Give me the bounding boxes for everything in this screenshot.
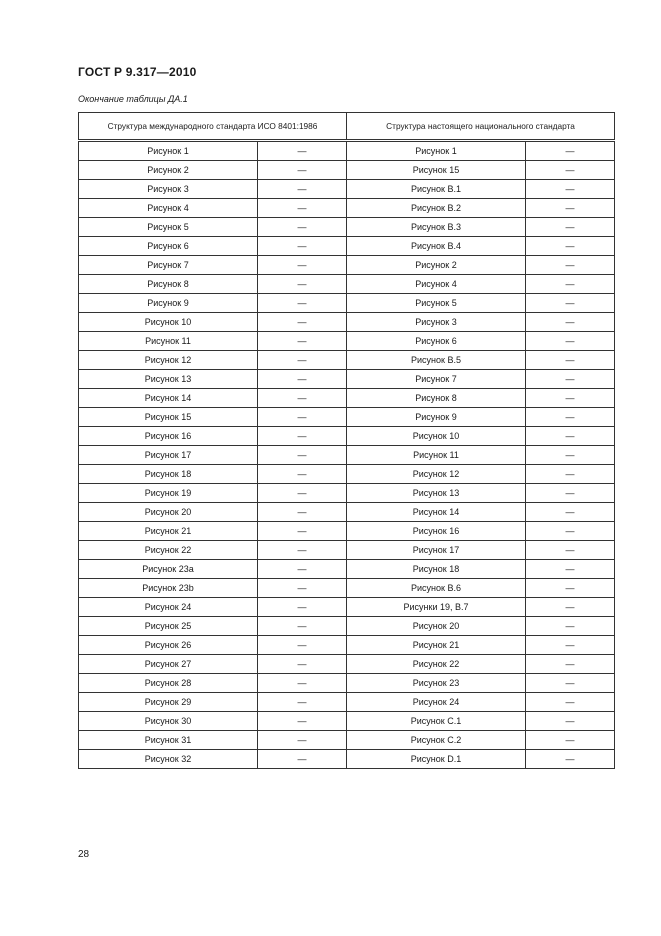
national-figure-cell: Рисунок 1 [347,141,526,161]
iso-figure-cell: Рисунок 4 [79,199,258,218]
national-figure-cell: Рисунок 20 [347,617,526,636]
national-subsection-cell: — [526,275,615,294]
national-subsection-cell: — [526,256,615,275]
national-subsection-cell: — [526,750,615,769]
iso-subsection-cell: — [258,712,347,731]
national-figure-cell: Рисунок 5 [347,294,526,313]
iso-subsection-cell: — [258,141,347,161]
table-row [79,294,615,313]
iso-subsection-cell: — [258,598,347,617]
iso-subsection-cell: — [258,427,347,446]
national-figure-cell: Рисунок 3 [347,313,526,332]
table-caption: Окончание таблицы ДА.1 [78,94,188,104]
national-subsection-cell: — [526,199,615,218]
table-row [79,332,615,351]
national-subsection-cell: — [526,408,615,427]
table-row [79,731,615,750]
table-row [79,503,615,522]
national-figure-cell: Рисунок С.1 [347,712,526,731]
iso-subsection-cell: — [258,522,347,541]
iso-subsection-cell: — [258,465,347,484]
table-row [79,465,615,484]
iso-figure-cell: Рисунок 23а [79,560,258,579]
iso-subsection-cell: — [258,408,347,427]
iso-figure-cell: Рисунок 16 [79,427,258,446]
table-row [79,636,615,655]
iso-figure-cell: Рисунок 1 [79,141,258,161]
national-figure-cell: Рисунок 2 [347,256,526,275]
national-figure-cell: Рисунок 10 [347,427,526,446]
national-figure-cell: Рисунок 11 [347,446,526,465]
table-row [79,370,615,389]
iso-subsection-cell: — [258,256,347,275]
iso-subsection-cell: — [258,636,347,655]
national-subsection-cell: — [526,161,615,180]
national-figure-cell: Рисунок 13 [347,484,526,503]
iso-figure-cell: Рисунок 22 [79,541,258,560]
national-figure-cell: Рисунок 6 [347,332,526,351]
iso-figure-cell: Рисунок 5 [79,218,258,237]
national-subsection-cell: — [526,579,615,598]
national-subsection-cell: — [526,389,615,408]
national-subsection-cell: — [526,484,615,503]
national-figure-cell: Рисунок В.6 [347,579,526,598]
national-subsection-cell: — [526,237,615,256]
national-figure-cell: Рисунок 24 [347,693,526,712]
table-row [79,351,615,370]
national-figure-cell: Рисунок 14 [347,503,526,522]
national-subsection-cell: — [526,141,615,161]
national-figure-cell: Рисунок 7 [347,370,526,389]
national-figure-cell: Рисунок В.3 [347,218,526,237]
iso-figure-cell: Рисунок 14 [79,389,258,408]
iso-subsection-cell: — [258,750,347,769]
national-subsection-cell: — [526,712,615,731]
iso-figure-cell: Рисунок 18 [79,465,258,484]
iso-figure-cell: Рисунок 8 [79,275,258,294]
document-title: ГОСТ Р 9.317—2010 [78,65,197,79]
table-row [79,598,615,617]
iso-figure-cell: Рисунок 21 [79,522,258,541]
national-subsection-cell: — [526,351,615,370]
national-figure-cell: Рисунок 18 [347,560,526,579]
iso-subsection-cell: — [258,389,347,408]
national-subsection-cell: — [526,446,615,465]
iso-figure-cell: Рисунок 6 [79,237,258,256]
national-figure-cell: Рисунок 23 [347,674,526,693]
iso-figure-cell: Рисунок 3 [79,180,258,199]
table-row [79,256,615,275]
national-subsection-cell: — [526,617,615,636]
table-body [79,141,615,769]
iso-figure-cell: Рисунок 10 [79,313,258,332]
iso-subsection-cell: — [258,294,347,313]
iso-subsection-cell: — [258,560,347,579]
national-figure-cell: Рисунки 19, В.7 [347,598,526,617]
table-row [79,750,615,769]
iso-figure-cell: Рисунок 27 [79,655,258,674]
iso-figure-cell: Рисунок 28 [79,674,258,693]
iso-figure-cell: Рисунок 13 [79,370,258,389]
iso-figure-cell: Рисунок 19 [79,484,258,503]
national-figure-cell: Рисунок 17 [347,541,526,560]
iso-subsection-cell: — [258,674,347,693]
national-figure-cell: Рисунок В.4 [347,237,526,256]
table-row [79,408,615,427]
iso-subsection-cell: — [258,237,347,256]
national-subsection-cell: — [526,180,615,199]
national-figure-cell: Рисунок 4 [347,275,526,294]
national-figure-cell: Рисунок В.5 [347,351,526,370]
table-row [79,141,615,161]
iso-subsection-cell: — [258,161,347,180]
iso-figure-cell: Рисунок 24 [79,598,258,617]
iso-figure-cell: Рисунок 20 [79,503,258,522]
table-row [79,712,615,731]
table-row [79,161,615,180]
iso-figure-cell: Рисунок 12 [79,351,258,370]
table-row [79,446,615,465]
iso-figure-cell: Рисунок 25 [79,617,258,636]
iso-subsection-cell: — [258,655,347,674]
national-subsection-cell: — [526,693,615,712]
correspondence-table [78,112,615,769]
table-row [79,180,615,199]
national-subsection-cell: — [526,674,615,693]
iso-subsection-cell: — [258,313,347,332]
table-row [79,541,615,560]
iso-figure-cell: Рисунок 15 [79,408,258,427]
iso-figure-cell: Рисунок 17 [79,446,258,465]
iso-figure-cell: Рисунок 11 [79,332,258,351]
iso-subsection-cell: — [258,731,347,750]
national-subsection-cell: — [526,636,615,655]
table-row [79,389,615,408]
iso-subsection-cell: — [258,370,347,389]
iso-subsection-cell: — [258,218,347,237]
national-subsection-cell: — [526,522,615,541]
table-row [79,484,615,503]
table-row [79,313,615,332]
national-subsection-cell: — [526,541,615,560]
table-header-row [79,113,615,141]
iso-figure-cell: Рисунок 31 [79,731,258,750]
table-row [79,237,615,256]
national-subsection-cell: — [526,560,615,579]
iso-subsection-cell: — [258,541,347,560]
national-figure-cell: Рисунок 21 [347,636,526,655]
national-figure-cell: Рисунок 12 [347,465,526,484]
national-subsection-cell: — [526,655,615,674]
table-row [79,427,615,446]
national-subsection-cell: — [526,465,615,484]
table-row [79,218,615,237]
national-figure-cell: Рисунок В.2 [347,199,526,218]
national-subsection-cell: — [526,313,615,332]
iso-figure-cell: Рисунок 9 [79,294,258,313]
table-row [79,560,615,579]
table-row [79,655,615,674]
iso-subsection-cell: — [258,579,347,598]
national-figure-cell: Рисунок 8 [347,389,526,408]
national-subsection-cell: — [526,332,615,351]
iso-subsection-cell: — [258,199,347,218]
national-subsection-cell: — [526,598,615,617]
national-figure-cell: Рисунок 9 [347,408,526,427]
iso-subsection-cell: — [258,351,347,370]
national-subsection-cell: — [526,294,615,313]
national-subsection-cell: — [526,427,615,446]
national-figure-cell: Рисунок 16 [347,522,526,541]
iso-figure-cell: Рисунок 23b [79,579,258,598]
iso-subsection-cell: — [258,484,347,503]
iso-subsection-cell: — [258,180,347,199]
table-row [79,693,615,712]
national-subsection-cell: — [526,370,615,389]
national-figure-cell: Рисунок 15 [347,161,526,180]
table-row [79,674,615,693]
national-subsection-cell: — [526,503,615,522]
page-number: 28 [78,849,90,860]
iso-subsection-cell: — [258,446,347,465]
iso-subsection-cell: — [258,275,347,294]
iso-figure-cell: Рисунок 30 [79,712,258,731]
table-row [79,617,615,636]
header-national-structure: Структура настоящего национального стандарта [347,113,615,141]
national-figure-cell: Рисунок В.1 [347,180,526,199]
national-subsection-cell: — [526,731,615,750]
iso-subsection-cell: — [258,693,347,712]
iso-figure-cell: Рисунок 32 [79,750,258,769]
iso-subsection-cell: — [258,617,347,636]
national-figure-cell: Рисунок 22 [347,655,526,674]
header-iso-structure: Структура международного стандарта ИСО 8401:1986 [79,113,347,141]
national-subsection-cell: — [526,218,615,237]
iso-figure-cell: Рисунок 7 [79,256,258,275]
table-row [79,522,615,541]
table-row [79,579,615,598]
iso-figure-cell: Рисунок 29 [79,693,258,712]
table-row [79,275,615,294]
table-row [79,199,615,218]
iso-figure-cell: Рисунок 2 [79,161,258,180]
iso-subsection-cell: — [258,503,347,522]
national-figure-cell: Рисунок С.2 [347,731,526,750]
iso-figure-cell: Рисунок 26 [79,636,258,655]
iso-subsection-cell: — [258,332,347,351]
national-figure-cell: Рисунок D.1 [347,750,526,769]
